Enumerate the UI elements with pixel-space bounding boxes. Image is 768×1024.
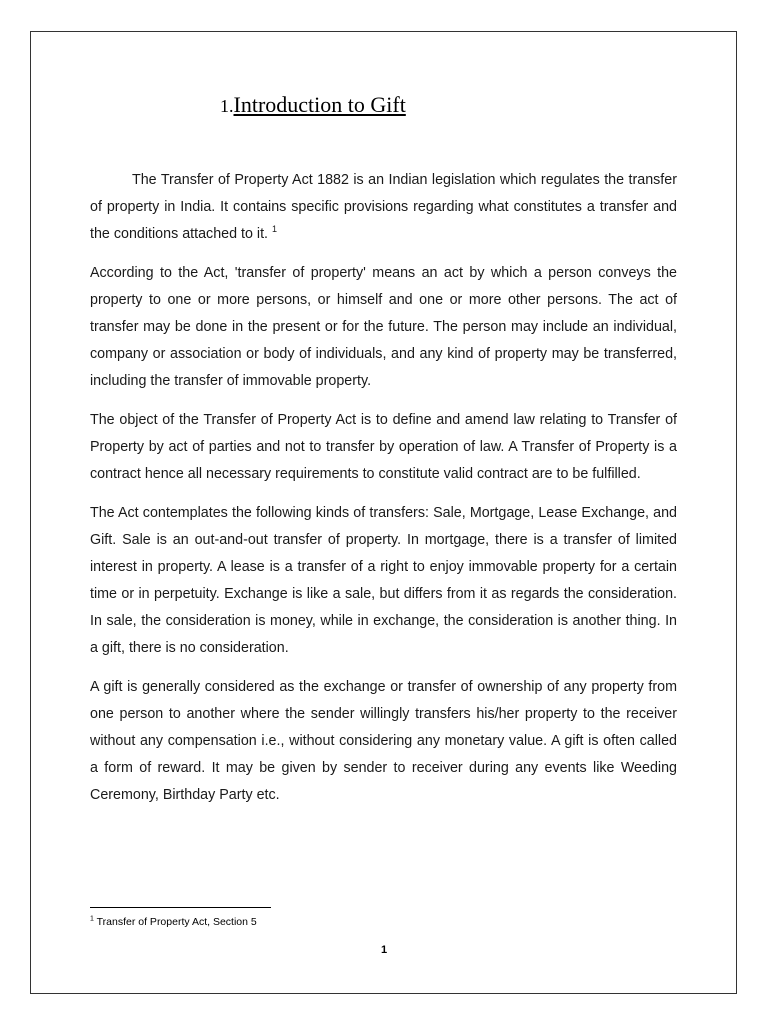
footnote-reference[interactable]: 1: [272, 224, 278, 235]
paragraph-5: A gift is generally considered as the exchange or transfer of ownership of any property from one person to another where the sender willingly transfers his/her property to the receiver without any compensation i.e., without considering any monetary value. A gift is often called a form of reward. It may be given by sender to receiver during any events like Weeding Ceremony, Birthday Party etc.: [90, 679, 677, 803]
page-number: 1: [380, 944, 388, 956]
paragraph-2: According to the Act, 'transfer of property' means an act by which a person conveys the property to one or more persons, or himself and one or more other persons. The act of transfer may be done in the present or for the future. The person may include an individual, company or association or body of individuals, and any kind of property may be transferred, including the transfer of immovable property.: [90, 265, 677, 389]
section-number: 1.: [220, 96, 234, 116]
paragraph-1-text: The Transfer of Property Act 1882 is an Indian legislation which regulates the transfer of property in India. It contains specific provisions regarding what constitutes a transfer and the conditions attached to it.: [90, 172, 677, 242]
paragraph-4: The Act contemplates the following kinds of transfers: Sale, Mortgage, Lease Exchange, and Gift. Sale is an out-and-out transfer of property. In mortgage, there is a transfer of limited interest in property. A lease is a transfer of a right to enjoy immovable property for a certain time or in perpetuity. Exchange is like a sale, but differs from it as regards the consideration. In sale, the consideration is money, while in exchange, the consideration is another thing. In a gift, there is no consideration.: [90, 505, 677, 656]
footnote: [90, 916, 257, 928]
section-heading: [220, 92, 406, 118]
document-body: [90, 167, 677, 821]
paragraph-3: The object of the Transfer of Property Act is to define and amend law relating to Transfer of Property by act of parties and not to transfer by operation of law. A Transfer of Property is a contract hence all necessary requirements to constitute valid contract are to be fulfilled.: [90, 412, 677, 482]
footnote-separator: [90, 907, 271, 908]
footnote-marker: 1: [90, 915, 94, 923]
section-title: Introduction to Gift: [233, 92, 406, 117]
paragraph-1: [90, 167, 677, 248]
footnote-text: Transfer of Property Act, Section 5: [96, 916, 257, 928]
